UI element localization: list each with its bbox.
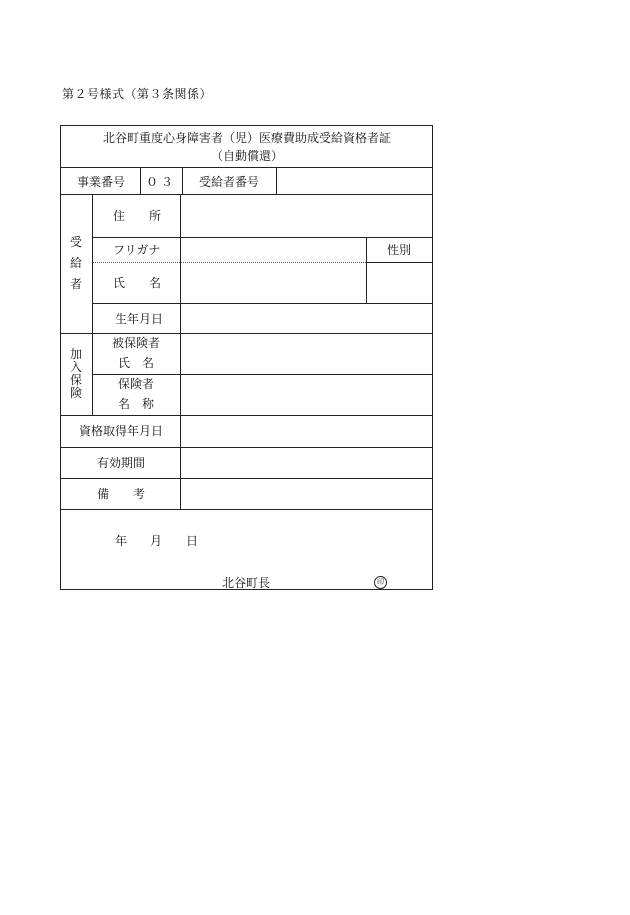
insurance-group-label: 加入保険 bbox=[69, 347, 82, 400]
rule-remarks-bottom bbox=[61, 509, 432, 510]
insured-label-line-2: 氏 名 bbox=[117, 356, 155, 370]
business-no-value: ０３ bbox=[145, 175, 177, 189]
rule-insurance-bottom bbox=[61, 415, 432, 416]
rule-name-bottom bbox=[92, 303, 432, 304]
rule-gender-header-bottom bbox=[366, 262, 432, 263]
form-number-label: 第２号様式（第３条関係） bbox=[62, 87, 213, 101]
rule-group-col bbox=[92, 194, 93, 416]
rule-valid-bottom bbox=[61, 478, 432, 479]
gender-label: 性別 bbox=[386, 243, 412, 257]
rule-recipient-bottom bbox=[61, 333, 432, 334]
insured-label-line-1: 被保険者 bbox=[111, 336, 161, 350]
rule-numbers-bottom bbox=[61, 194, 432, 195]
recipient-group-label: 受給者 bbox=[69, 235, 82, 291]
rule-address-bottom bbox=[92, 237, 432, 238]
certificate-frame bbox=[60, 125, 433, 590]
address-label: 住 所 bbox=[113, 209, 162, 223]
seal-mark: 印 bbox=[374, 576, 387, 589]
remarks-label: 備 考 bbox=[96, 487, 146, 501]
recipient-no-label: 受給者番号 bbox=[198, 175, 260, 189]
qualified-date-label: 資格取得年月日 bbox=[78, 424, 164, 438]
furigana-label: フリガナ bbox=[113, 243, 161, 257]
certificate-title: 北谷町重度心身障害者（児）医療費助成受給資格者証 bbox=[102, 131, 392, 145]
rule-title-bottom bbox=[61, 167, 432, 168]
insurer-label-line-2: 名 称 bbox=[117, 397, 155, 411]
business-no-label: 事業番号 bbox=[76, 175, 126, 189]
rule-furigana-dotted bbox=[92, 262, 366, 263]
certificate-subtitle: （自動償還） bbox=[210, 149, 284, 163]
issue-date-month: 月 bbox=[150, 534, 163, 548]
insurer-label-line-1: 保険者 bbox=[117, 377, 155, 391]
rule-qualified-bottom bbox=[61, 447, 432, 448]
birth-label: 生年月日 bbox=[115, 312, 164, 326]
valid-period-label: 有効期間 bbox=[96, 456, 146, 470]
issue-date-year: 年 bbox=[115, 534, 128, 548]
rule-label-col bbox=[180, 194, 181, 510]
issue-date-day: 日 bbox=[186, 534, 199, 548]
rule-gender-col bbox=[366, 237, 367, 304]
rule-insured-bottom bbox=[92, 374, 432, 375]
rule-numbers-col-2 bbox=[182, 167, 183, 195]
rule-numbers-col-3 bbox=[276, 167, 277, 195]
name-label: 氏 名 bbox=[113, 276, 162, 290]
issuer-name: 北谷町長 bbox=[222, 576, 271, 590]
rule-numbers-col-1 bbox=[140, 167, 141, 195]
